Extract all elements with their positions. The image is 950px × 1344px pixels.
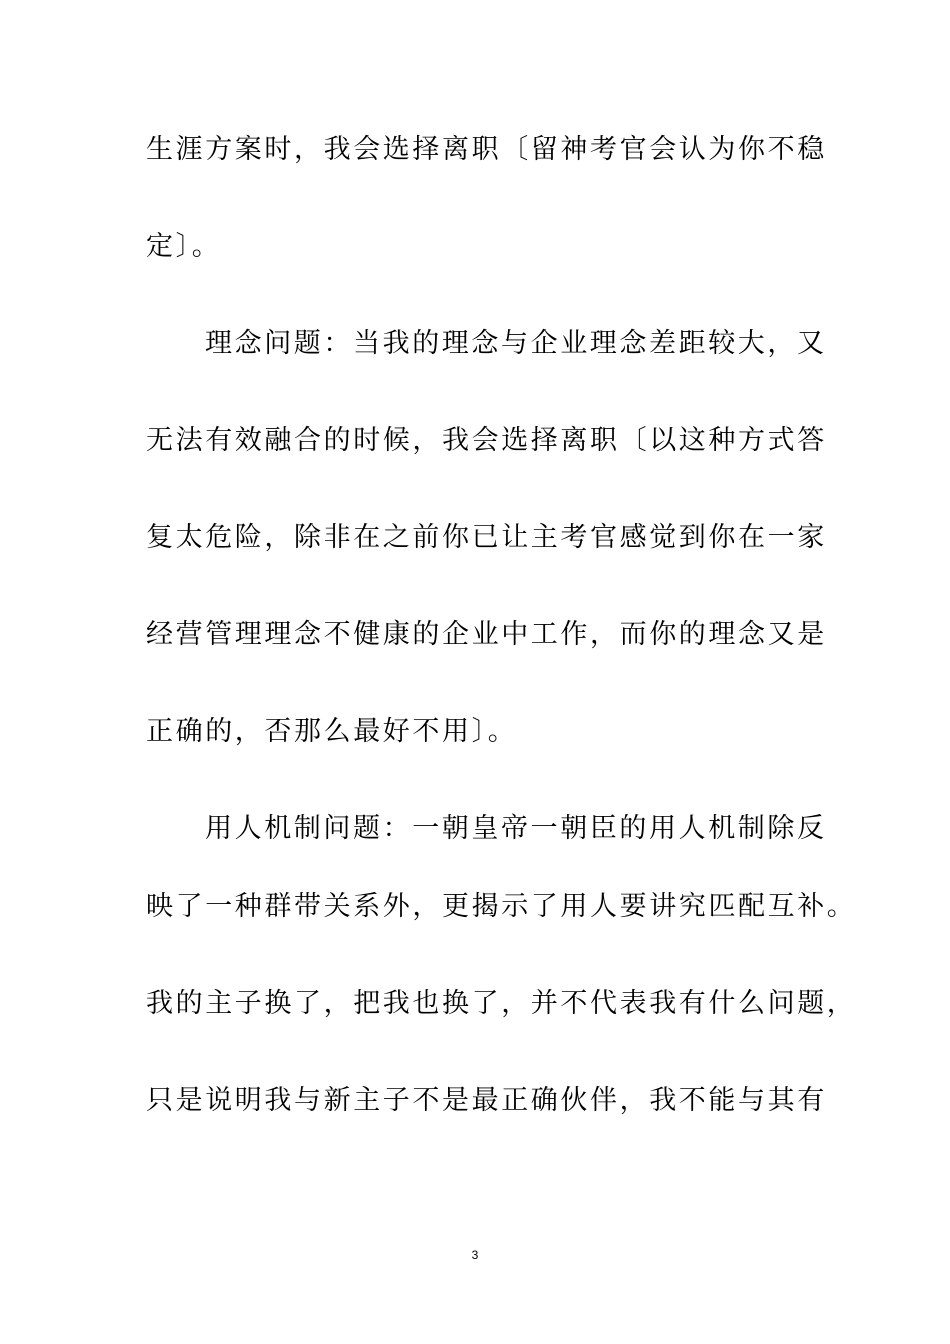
text-line: 我的主子换了，把我也换了，并不代表我有什么问题， xyxy=(146,988,857,1019)
text-line: 只是说明我与新主子不是最正确伙伴，我不能与其有 xyxy=(146,1085,827,1116)
text-line: 生涯方案时，我会选择离职〔留神考官会认为你不稳 xyxy=(146,134,827,165)
paragraph-start-line: 理念问题：当我的理念与企业理念差距较大，又 xyxy=(205,328,827,359)
text-line: 定〕。 xyxy=(146,231,222,262)
paragraph-start-line: 用人机制问题：一朝皇帝一朝臣的用人机制除反 xyxy=(205,813,827,844)
page-number: 3 xyxy=(471,1248,479,1262)
text-line: 复太危险，除非在之前你已让主考官感觉到你在一家 xyxy=(146,522,827,553)
text-line: 经营管理理念不健康的企业中工作，而你的理念又是 xyxy=(146,619,827,650)
text-line: 正确的，否那么最好不用〕。 xyxy=(146,716,518,747)
text-line: 映了一种群带关系外，更揭示了用人要讲究匹配互补。 xyxy=(146,891,857,922)
text-line: 无法有效融合的时候，我会选择离职〔以这种方式答 xyxy=(146,425,827,456)
